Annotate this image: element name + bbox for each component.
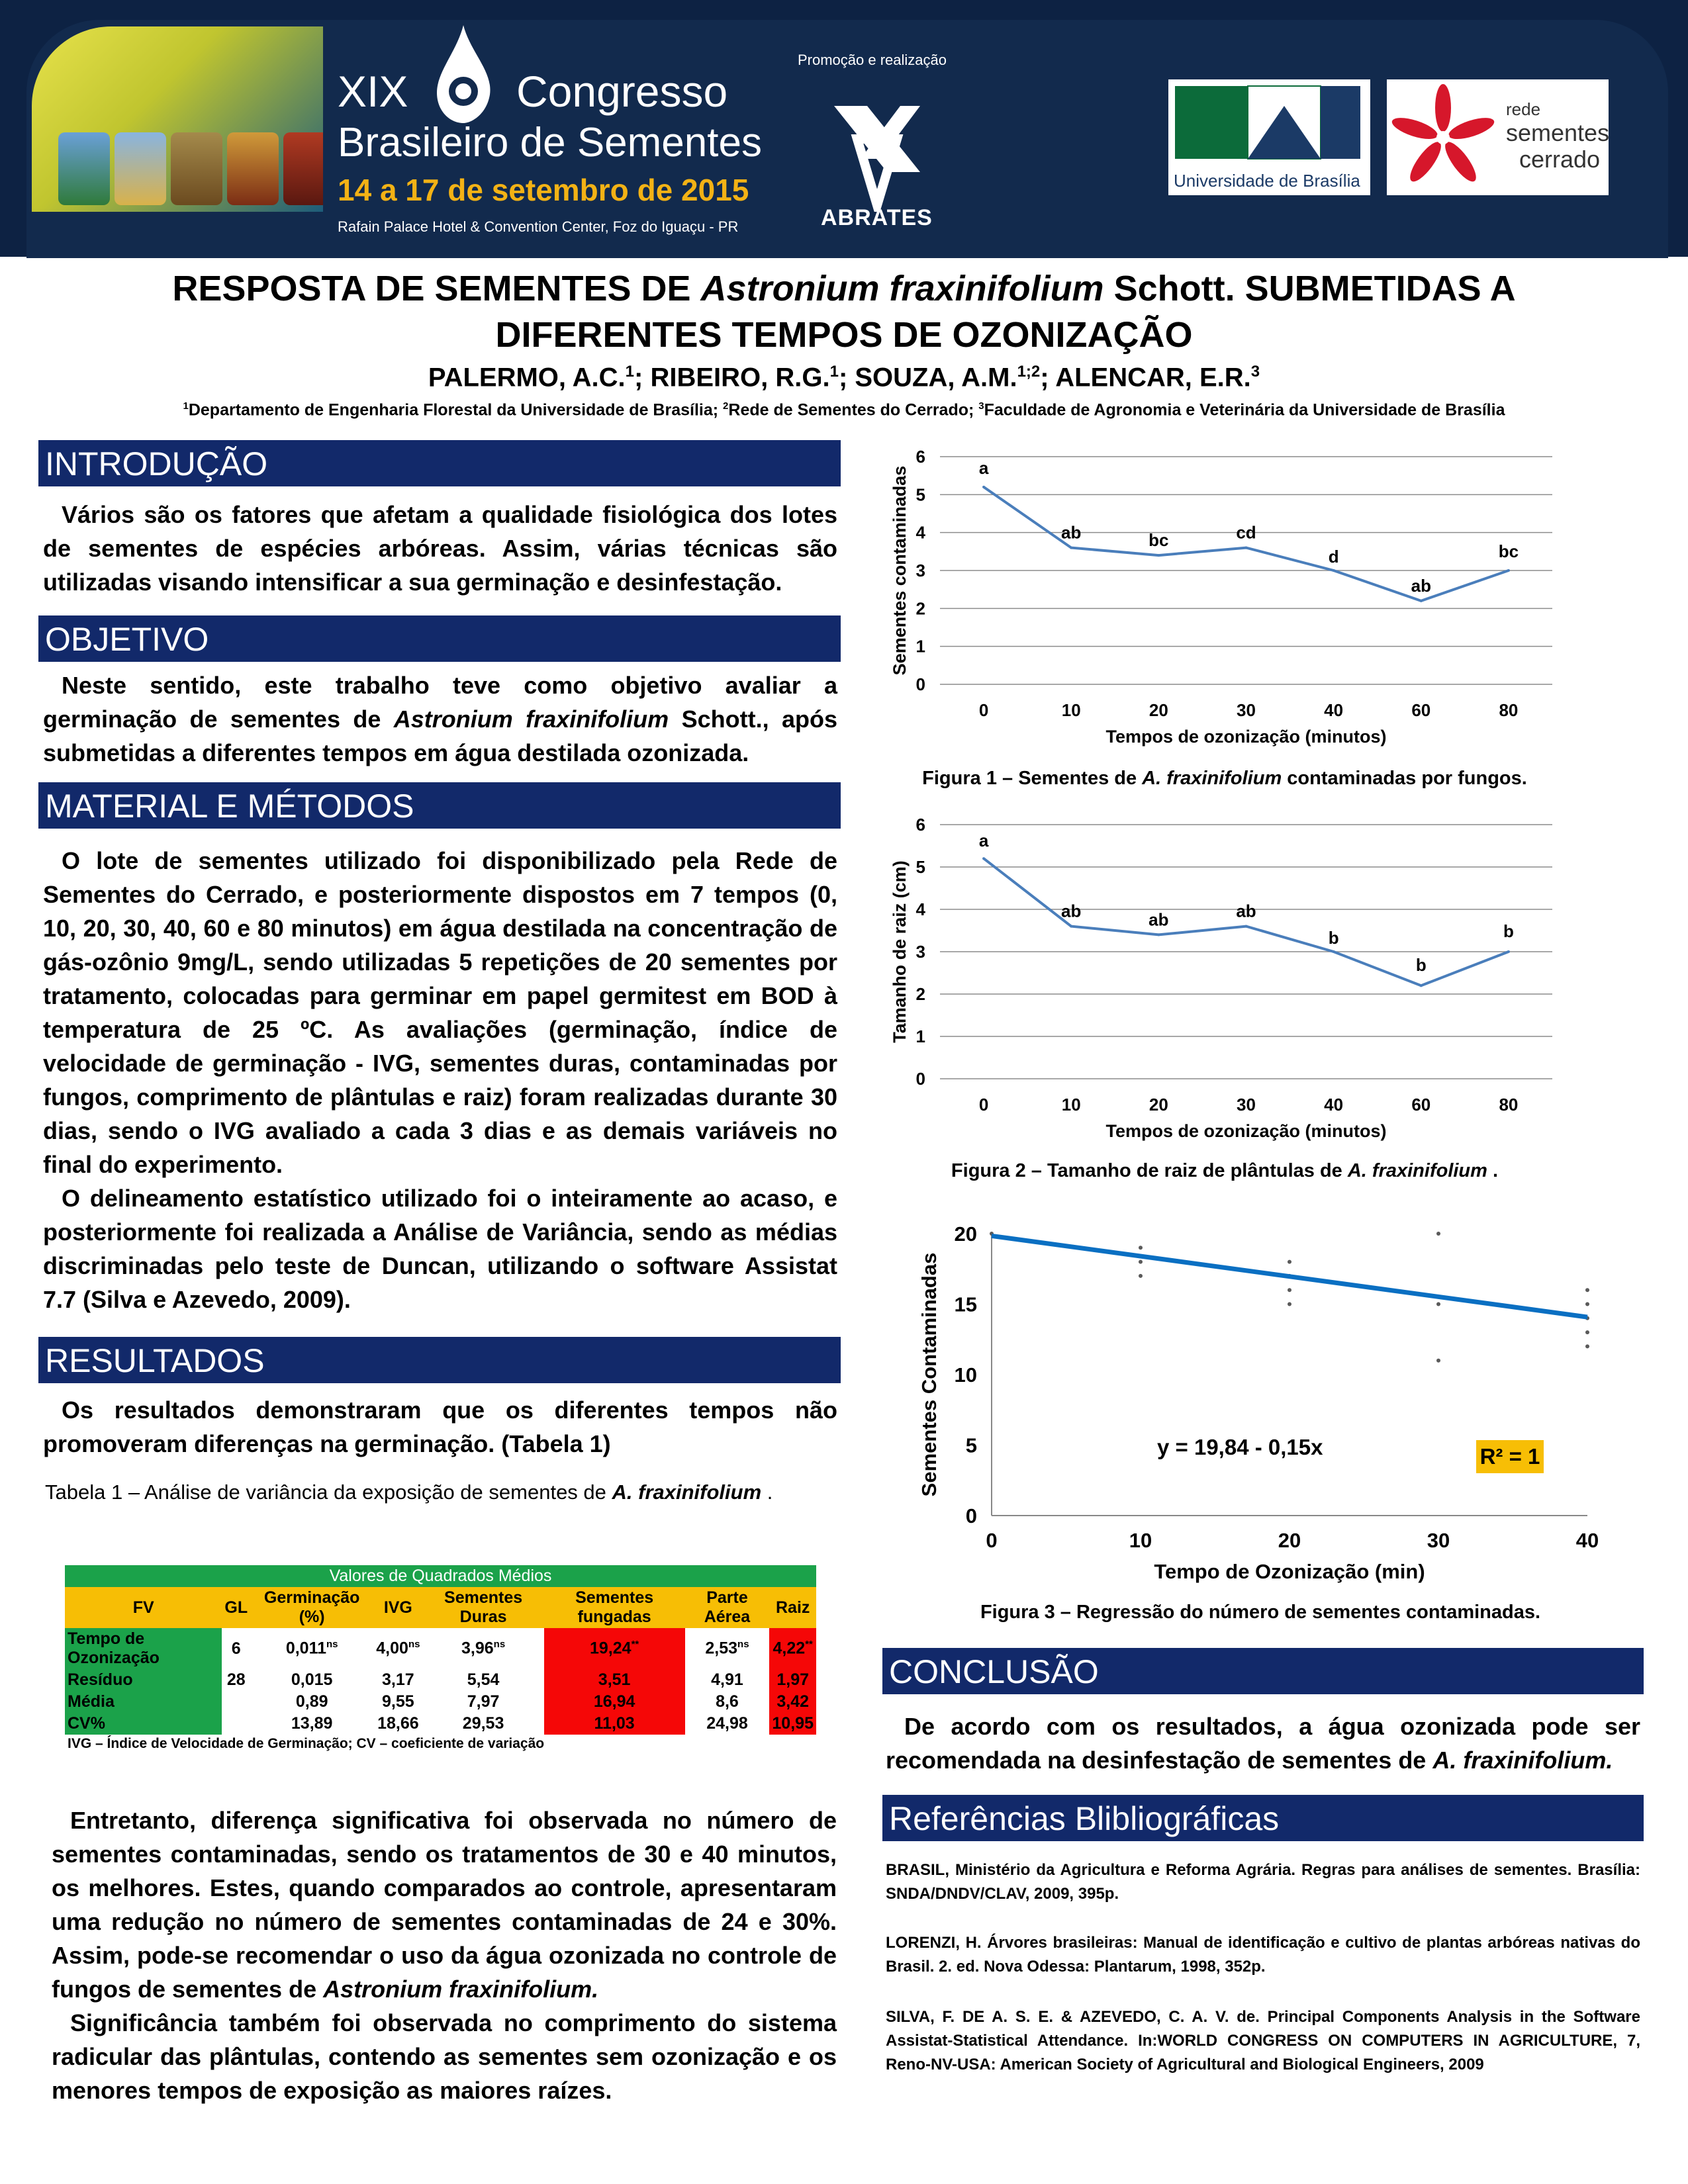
data-label: d bbox=[1328, 547, 1339, 567]
data-label: cd bbox=[1236, 522, 1256, 543]
data-label: ab bbox=[1411, 575, 1431, 596]
figure3-caption: Figura 3 – Regressão do número de sementes contaminadas. bbox=[980, 1602, 1541, 1623]
y-tick-label: 6 bbox=[915, 447, 925, 467]
y-tick-label: 0 bbox=[965, 1504, 977, 1527]
x-tick-label: 0 bbox=[986, 1529, 998, 1552]
section-introducao: INTRODUÇÃO bbox=[38, 440, 841, 486]
abrates-logo-icon bbox=[821, 93, 933, 212]
rede-word: rede bbox=[1506, 99, 1541, 119]
y-tick-label: 3 bbox=[915, 561, 925, 580]
data-point bbox=[1245, 547, 1248, 549]
promo-label: Promoção e realização bbox=[798, 52, 947, 68]
sementes-word: sementes bbox=[1506, 119, 1610, 146]
reference-item: BRASIL, Ministério da Agricultura e Reforma Agrária. Regras para análises de sementes. Brasília: SNDA/DNDV/CLAV, 2009, 395p. bbox=[886, 1861, 1640, 1903]
table-row: Tempo de Ozonização 6 $0,011^{ns}$ $4,00^{ns}$ $3,96^{ns}$ 19,24** $2,53^{ns}$ 4,22** bbox=[65, 1628, 816, 1669]
unb-logo bbox=[1168, 79, 1370, 195]
data-label: ab bbox=[1061, 522, 1082, 543]
y-tick-label: 5 bbox=[965, 1433, 977, 1457]
data-point bbox=[1245, 925, 1248, 928]
table-footnote: IVG – Índice de Velocidade de Germinação; CV – coeficiente de variação bbox=[68, 1736, 545, 1751]
x-tick-label: 30 bbox=[1427, 1529, 1450, 1552]
y-tick-label: 3 bbox=[915, 942, 925, 962]
data-label: a bbox=[978, 457, 989, 478]
scatter-point bbox=[1585, 1302, 1589, 1306]
rede-sementes-logo bbox=[1387, 79, 1609, 195]
y-tick-label: 20 bbox=[954, 1222, 977, 1246]
y-axis-title: Sementes contaminadas bbox=[890, 465, 910, 676]
scatter-point bbox=[1585, 1330, 1589, 1334]
y-tick-label: 5 bbox=[915, 857, 925, 877]
data-point bbox=[1420, 600, 1423, 602]
affiliations: $^1$Departamento de Engenharia Florestal da Universidade de Brasília; $^2$Rede de Sementes do Cerrado; $^3$Faculdade de Agronomia e Veterinária da Universidade de Brasília bbox=[183, 400, 1505, 420]
x-tick-label: 0 bbox=[978, 1095, 989, 1115]
drop-logo-icon bbox=[430, 25, 496, 124]
data-point bbox=[1507, 569, 1510, 572]
table-header-row bbox=[65, 1587, 816, 1628]
results-text: Os resultados demonstraram que os diferentes tempos não promoveram diferenças na germinação. (Tabela 1) bbox=[43, 1396, 837, 1457]
y-tick-label: 1 bbox=[915, 636, 925, 657]
col-gl: GL bbox=[222, 1587, 250, 1628]
x-axis-title: Tempos de ozonização (minutos) bbox=[1105, 727, 1387, 747]
table-group-header: Valores de Quadrados Médios bbox=[65, 1565, 816, 1587]
y-tick-label: 4 bbox=[915, 899, 925, 919]
x-axis-title: Tempos de ozonização (minutos) bbox=[1105, 1121, 1387, 1141]
congress-banner-image bbox=[32, 26, 323, 212]
congress-venue: Rafain Palace Hotel & Convention Center, Foz do Iguaçu - PR bbox=[338, 218, 739, 235]
data-point bbox=[1157, 933, 1160, 936]
anova-table bbox=[65, 1565, 816, 1753]
data-point bbox=[1420, 984, 1423, 987]
section-referencias: Referências Blibliográficas bbox=[882, 1795, 1644, 1841]
cerrado-word: cerrado bbox=[1519, 146, 1601, 173]
data-point bbox=[1507, 950, 1510, 953]
section-resultados: RESULTADOS bbox=[38, 1337, 841, 1383]
poster-title-line2: DIFERENTES TEMPOS DE OZONIZAÇÃO bbox=[495, 315, 1193, 355]
y-tick-label: 0 bbox=[915, 1069, 925, 1089]
reference-item: LORENZI, H. Árvores brasileiras: Manual de identificação e cultivo de plantas arbóreas nativas do Brasil. 2. ed. Nova Odessa: Plantarum, 1998, 352p. bbox=[886, 1934, 1640, 1976]
scatter-point bbox=[1139, 1274, 1143, 1278]
x-axis-title: Tempo de Ozonização (min) bbox=[1154, 1560, 1425, 1583]
y-tick-label: 6 bbox=[915, 815, 925, 835]
congress-word: Congresso bbox=[516, 67, 728, 116]
x-tick-label: 40 bbox=[1575, 1529, 1599, 1552]
y-tick-label: 4 bbox=[915, 522, 925, 543]
authors: PALERMO, A.C.$^1$; RIBEIRO, R.G.$^1$; SOUZA, A.M.$^{1;2}$; ALENCAR, E.R.$^3$ bbox=[428, 363, 1260, 392]
figure2-chart bbox=[887, 813, 1562, 1147]
x-tick-label: 30 bbox=[1237, 1095, 1256, 1115]
x-tick-label: 10 bbox=[1129, 1529, 1152, 1552]
table-row: CV% 13,89 18,66 29,53 11,03 24,98 10,95 bbox=[65, 1713, 816, 1735]
y-axis-title: Sementes Contaminadas bbox=[917, 1252, 941, 1497]
r2-label: R² = 1 bbox=[1479, 1444, 1540, 1469]
unb-emblem-icon bbox=[1168, 79, 1370, 165]
objective-text: Neste sentido, este trabalho teve como objetivo avaliar a germinação de sementes de Astronium fraxinifolium Schott., após submetidas a diferentes tempos em água destilada ozonizada. bbox=[43, 672, 837, 766]
y-tick-label: 15 bbox=[954, 1293, 977, 1316]
section-objetivo: OBJETIVO bbox=[38, 615, 841, 662]
scatter-point bbox=[1436, 1302, 1440, 1306]
scatter-point bbox=[1288, 1302, 1291, 1306]
figure3-chart bbox=[912, 1212, 1609, 1588]
col-fungadas: Sementes fungadas bbox=[544, 1587, 685, 1628]
x-tick-label: 30 bbox=[1237, 700, 1256, 720]
x-tick-label: 20 bbox=[1149, 700, 1168, 720]
y-tick-label: 1 bbox=[915, 1026, 925, 1046]
x-tick-label: 80 bbox=[1499, 1095, 1519, 1115]
figure1-caption: Figura 1 – Sementes de A. fraxinifolium contaminadas por fungos. bbox=[922, 768, 1527, 789]
data-label: bc bbox=[1149, 530, 1169, 551]
congress-subtitle: Brasileiro de Sementes bbox=[338, 120, 762, 165]
x-tick-label: 0 bbox=[978, 700, 989, 720]
col-ivg: IVG bbox=[373, 1587, 422, 1628]
data-label: ab bbox=[1061, 901, 1082, 921]
scatter-point bbox=[1585, 1288, 1589, 1292]
seed-star-icon bbox=[1390, 81, 1496, 194]
figure2-caption: Figura 2 – Tamanho de raiz de plântulas de A. fraxinifolium . bbox=[951, 1160, 1499, 1181]
data-point bbox=[1333, 569, 1335, 572]
data-label: b bbox=[1503, 921, 1514, 941]
x-tick-label: 10 bbox=[1061, 1095, 1081, 1115]
col-fv: FV bbox=[65, 1587, 222, 1628]
x-tick-label: 80 bbox=[1499, 700, 1519, 720]
data-point bbox=[1070, 547, 1072, 549]
x-tick-label: 60 bbox=[1411, 1095, 1431, 1115]
x-tick-label: 20 bbox=[1149, 1095, 1168, 1115]
scatter-point bbox=[1288, 1288, 1291, 1292]
y-tick-label: 0 bbox=[915, 674, 925, 694]
x-tick-label: 40 bbox=[1324, 1095, 1344, 1115]
x-tick-label: 10 bbox=[1061, 700, 1081, 720]
data-label: ab bbox=[1236, 901, 1256, 921]
conclusion-text: De acordo com os resultados, a água ozonizada pode ser recomendada na desinfestação de sementes de A. fraxinifolium. bbox=[886, 1713, 1640, 1774]
data-point bbox=[1333, 950, 1335, 953]
intro-text: Vários são os fatores que afetam a qualidade fisiológica dos lotes de sementes de espécies arbóreas. Assim, várias técnicas são utilizadas visando intensificar a sua germinação e desinfestação. bbox=[43, 501, 837, 596]
x-tick-label: 40 bbox=[1324, 700, 1344, 720]
regression-equation: y = 19,84 - 0,15x bbox=[1157, 1435, 1323, 1459]
data-label: bc bbox=[1498, 541, 1519, 561]
data-label: b bbox=[1415, 955, 1427, 976]
scatter-point bbox=[1585, 1344, 1589, 1348]
unb-name: Universidade de Brasília bbox=[1174, 171, 1360, 191]
y-tick-label: 2 bbox=[915, 598, 925, 619]
data-point bbox=[982, 857, 985, 860]
y-tick-label: 2 bbox=[915, 984, 925, 1004]
results-text-2: Entretanto, diferença significativa foi observada no número de sementes contaminadas, sendo os tratamentos de 30 e 40 minutos, os melhores. Estes, quando comparados ao controle, apresentaram uma redução no número de sementes contaminadas de 24 e 30%. Assim, pode-se recomendar o uso da água ozonizada no controle de fungos de sementes de Astronium fraxinifolium. Significância também foi observada no comprimento do sistema radicular das plântulas, contendo as sementes sem ozonização e os menores tempos de exposição as maiores raízes. bbox=[52, 1807, 837, 2104]
scatter-point bbox=[1436, 1232, 1440, 1236]
col-duras: Sementes Duras bbox=[422, 1587, 543, 1628]
methods-text: O lote de sementes utilizado foi disponibilizado pela Rede de Sementes do Cerrado, e posteriormente dispostos em 7 tempos (0, 10, 20, 30, 40, 60 e 80 minutos) em água destilada na concentração de gás-ozônio 9mg/L, sendo utilizadas 5 repetições de 20 sementes por tratamento, colocadas para germinar em papel germitest em BOD à temperatura de 25 ºC. As avaliações (germinação, índice de velocidade de germinação - IVG, sementes duras, contaminadas por fungos, comprimento de plântulas e raiz) foram realizadas durante 30 dias, sendo o IVG avaliado a cada 3 dias e as demais variáveis no final do experimento. O delineamento estatístico utilizado foi o inteiramente ao acaso, e posteriormente foi realizada a Análise de Variância, sendo as médias discriminadas pelo teste de Duncan, utilizando o software Assistat 7.7 (Silva e Azevedo, 2009). bbox=[43, 847, 837, 1313]
y-axis-title: Tamanho de raiz (cm) bbox=[890, 860, 910, 1043]
data-point bbox=[1157, 554, 1160, 557]
data-label: a bbox=[978, 831, 989, 851]
scatter-point bbox=[1288, 1260, 1291, 1264]
chart-background bbox=[912, 1212, 1609, 1588]
table-row: Média 0,89 9,55 7,97 16,94 8,6 3,42 bbox=[65, 1691, 816, 1713]
section-conclusao: CONCLUSÃO bbox=[882, 1648, 1644, 1694]
data-label: ab bbox=[1149, 909, 1169, 930]
congress-number: XIX bbox=[338, 67, 408, 116]
section-material-metodos: MATERIAL E MÉTODOS bbox=[38, 782, 841, 829]
data-point bbox=[1070, 925, 1072, 928]
scatter-point bbox=[1139, 1246, 1143, 1250]
scatter-point bbox=[1139, 1260, 1143, 1264]
y-tick-label: 5 bbox=[915, 484, 925, 505]
table-caption: Tabela 1 – Análise de variância da exposição de sementes de A. fraxinifolium . bbox=[45, 1480, 773, 1504]
data-point bbox=[982, 486, 985, 488]
y-tick-label: 10 bbox=[954, 1363, 977, 1387]
x-tick-label: 20 bbox=[1278, 1529, 1301, 1552]
col-parte-aerea: Parte Aérea bbox=[685, 1587, 770, 1628]
scatter-point bbox=[1436, 1359, 1440, 1363]
col-raiz: Raiz bbox=[769, 1587, 816, 1628]
reference-item: SILVA, F. DE A. S. E. & AZEVEDO, C. A. V. de. Principal Components Analysis in the Software Assistat-Statistical Attendance. In:WORLD CONGRESS ON COMPUTERS IN AGRICULTURE, 7, Reno-NV-USA: American Society of Agricultural and Biological Engineers, 2009 bbox=[886, 2008, 1640, 2073]
poster-title-line1: RESPOSTA DE SEMENTES DE Astronium fraxinifolium Schott. SUBMETIDAS A bbox=[172, 269, 1516, 308]
data-label: b bbox=[1328, 928, 1339, 948]
figure1-chart bbox=[887, 442, 1562, 760]
x-tick-label: 60 bbox=[1411, 700, 1431, 720]
col-germinacao: Germinação (%) bbox=[250, 1587, 373, 1628]
abrates-name: ABRATES bbox=[821, 205, 933, 230]
congress-dates: 14 a 17 de setembro de 2015 bbox=[338, 173, 749, 207]
table-row: Resíduo 28 0,015 3,17 5,54 3,51 4,91 1,97 bbox=[65, 1669, 816, 1691]
